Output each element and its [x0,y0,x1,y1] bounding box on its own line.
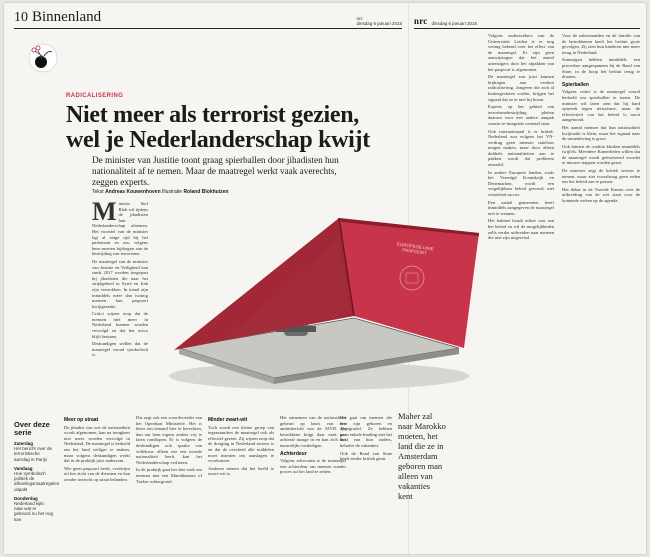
bomb-scissors-icon [28,43,58,73]
sidebar-item-text: Hoe symbolisch politiek de afkoelingsmaatregelen uitpakt [14,471,60,492]
article-byline [92,189,228,195]
passport-tent-illustration [154,198,484,398]
page-number: 10 [14,10,28,25]
byline-author: Andreas Kouwenhoven [105,189,161,195]
sidebar-item-text: Het bericht over de terroristische aanslag in Parijs [14,446,53,462]
subhead-1: Meer op straat [64,417,99,423]
pull-quote: Maher zal naar Marokko moeten, het land die ze in Amsterdam geboren man alleen van vakanties kent [398,411,446,501]
drop-cap: M [92,201,117,226]
sidebar-title: Over deze serie [14,420,50,437]
sidebar-item-day: Zaterdag [14,441,34,446]
subhead-3: Achterdeur [280,450,307,457]
headline-line-1: Niet meer als terrorist gezien, [66,102,360,128]
body-column-5: Het ontnemen van de nationaliteit gebeurt op basis van een ambtsbericht van de AIVD. De betrokkene krijgt daar vaak pas achteraf inzage in en kan zich dus nauwelijks verdedigen. Achterdeur Volgens advocaten is de maatregel een achterdeur om mensen zonder proces uit het land te zetten. [280,415,346,475]
sidebar-item-day: Vandaag [14,465,33,471]
article-headline [66,103,486,153]
left-page-header [14,9,402,29]
sidebar-item [14,441,54,462]
left-header-meta: nrc dinsdag 6 januari 2015 [356,16,402,26]
sidebar-item [14,496,54,522]
passport-cover-text: EUROPESE UNIE PASPOORT [396,241,435,256]
section-title: Binnenland [32,9,102,25]
body-column-4: Minder zwart-wit Toch wordt een kleine groep van tegenstanders de maatregel ook als effectief gezien. Zij wijzen erop dat de dreiging in Nederland serieus is en dat de overheid alle middelen moet inzetten om aanslagen te voorkomen. Anderen menen dat het beeld te zwart-wit is. [208,417,274,477]
body-column-6: Het gaat om mensen die hier zijn geboren en opgegroeid. Ze hebben geen enkele binding met het land van hun ouders, behalve de vakanties. Ook de Raad van State heeft eerder kritiek geuit. [340,415,392,462]
newspaper-spread [4,3,646,554]
right-page-header [414,9,640,29]
sidebar-item [14,465,60,492]
right-column-1: Volgens onderzoekers van de Universiteit Leiden is er nog weinig bekend over het effect van de maatregel. Er zijn geen aanwijzingen dat het aantal uitreizigers door het afpakken van het paspoort is afgenomen. De maatregel zou juist kunnen bijdragen aan verdere radicalisering. Jongeren die zich al buitengesloten voelen, krijgen het signaal dat ze er niet bij horen. Experts op het gebied van terrorismebestrijding pleiten daarom voor een andere aanpak waarin re-integratie centraal staat. Ook internationaal is er kritiek. Nederland zou volgens het VN-verdrag geen mensen stateloos mogen maken, maar door alleen dubbele nationaliteiten aan te pakken wordt dat probleem omzeild. In andere Europese landen, zoals het Verenigd Koninkrijk en Denemarken, wordt een vergelijkbaar beleid gevoerd, met wisselend succes. Een aantal gemeenten heeft inmiddels aangegeven de maatregel niet te steunen. Het kabinet houdt echter vast aan het beleid en wil de mogelijkheden zelfs verder uitbreiden naar mensen die niet zijn uitgereisd. [488,33,554,241]
sidebar-item-text: Nederland kijkt naar wat er gebeurd nu het nog kan [14,501,54,522]
right-column-2: Voor de nabestaanden en de familie van de betrokkenen heeft het besluit grote gevolgen. Zij zien hun kinderen niet meer terug in Nederland. Sommigen hebben inmiddels een procedure aangespannen bij de Raad van State, in de hoop het besluit terug te draaien. Spierballen Volgens critici is de maatregel vooral bedoeld om spierballen te tonen. De minister wil laten zien dat hij hard optreedt tegen terrorisme, maar de effectiviteit van het beleid is nooit aangetoond. Het aantal mensen dat hun nationaliteit kwijtraakt is klein, maar het signaal naar de samenleving is groot. Ook binnen de coalitie klinken inmiddels twijfels. Meerdere Kamerleden willen dat de maatregel wordt geëvalueerd voordat er nieuwe stappen worden gezet. De minister zegt de kritiek serieus te nemen, maar ziet vooralsnog geen reden om het beleid aan te passen. Het debat in de Tweede Kamer over de uitbreiding van de wet staat voor de komende weken op de agenda. [562,33,640,204]
article-kicker: RADICALISERING [66,93,124,99]
nrc-logo: nrc [414,16,428,26]
headline-line-2: wel je Nederlanderschap kwijt [66,127,370,153]
body-column-1: M inister Stef Blok wil tijdens de jihadisten hun Nederlanderschap afnemen. Het voorstel van de minister ligt al enige tijd bij het parlement en zou volgens hem moeten bijdragen aan de bestrijding van terrorisme. De maatregel van de minister van Justitie en Veiligheid kan sinds 2017 worden toegepast bij jihadisten die naar het strijdgebied in Syrië en Irak zijn vertrokken. In totaal zijn inmiddels meer dan twintig mensen hun paspoort kwijtgeraakt. Critici wijzen erop dat de mensen niet meer in Nederland kunnen worden vervolgd en dat het risico blijft bestaan. Deskundigen stellen dat de maatregel vooral symbolisch is. [92,201,148,358]
subhead-2: Minder zwart-wit [208,417,248,423]
illustration-label: Illustratie [162,189,183,195]
article-intro: De minister van Justitie toont graag spierballen door jihadisten hun nationaliteit af te nemen. Maar de maatregel werkt vaak averechts, zeggen experts. [92,155,339,187]
body-column-2: Meer op straat De jihadist van wie de nationaliteit wordt afgenomen, kan na terugkeer niet meer worden vervolgd in Nederland. De maatregel is bedoeld om het land veiliger te maken, maar volgens deskundigen werkt dat in de praktijk juist andersom. Wie geen paspoort heeft, verdwijnt uit het zicht van de diensten en kan zonder toezicht op straat belanden. [64,417,130,482]
illustration-author: Roland Blokhuizen [183,189,229,195]
sidebar-item-day: Donderdag [14,495,38,501]
series-sidebar [14,420,60,526]
body-column-3: Dat zegt ook een woordvoerder van het Openbaar Ministerie. Het is beter om iemand hier te berechten, dan om hem ergens anders vrij te laten rondlopen. Er is volgens de deskundigen ook sprake van willekeur: alleen wie een tweede nationaliteit heeft, kan het Nederlanderschap verliezen. In de praktijk gaat het dan vaak om mensen met een Marokkaanse of Turkse achtergrond. [136,415,202,484]
right-header-meta: dinsdag 6 januari 2015 [431,21,477,26]
byline-label: Tekst [92,189,104,195]
subhead-4: Spierballen [562,81,589,88]
